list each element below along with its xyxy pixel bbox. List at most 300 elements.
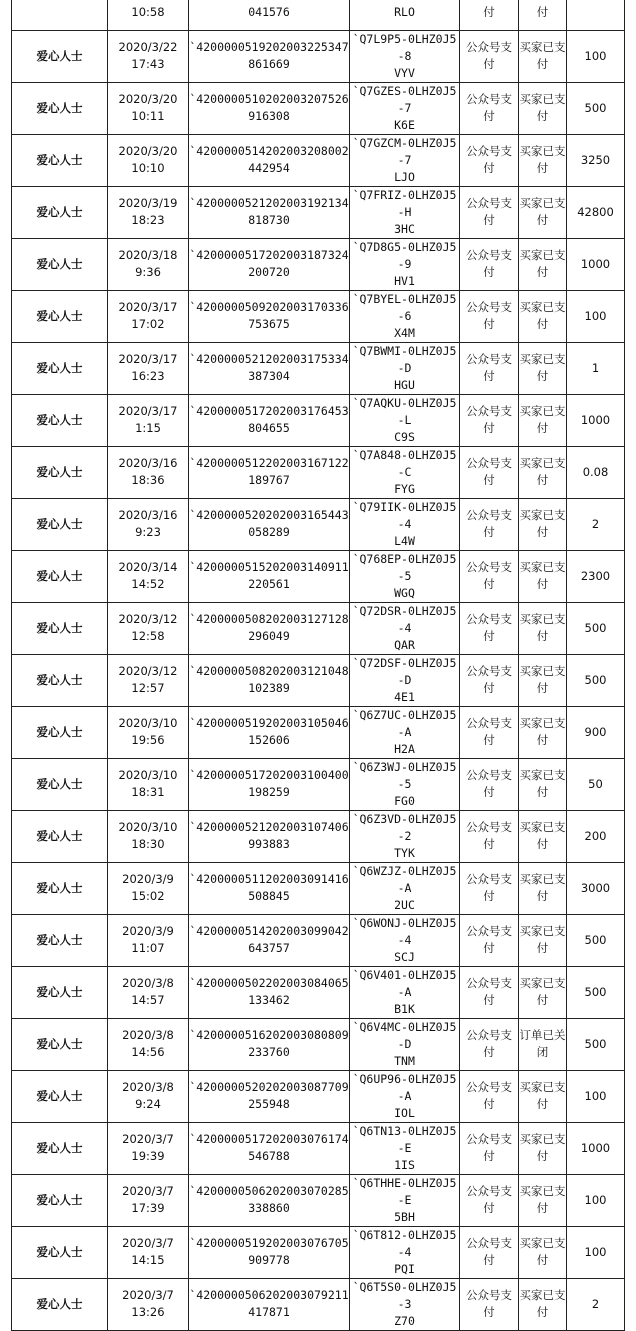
transaction-number: 417871 <box>248 1305 290 1320</box>
donation-amount: 1 <box>591 360 600 375</box>
payment-time: 12:58 <box>131 629 165 644</box>
order-status-cell <box>519 1174 567 1226</box>
payment-method-cell <box>460 186 519 238</box>
payment-method: 付 <box>483 1097 495 1112</box>
order-status: 买家已支 <box>519 508 566 523</box>
payment-method: 公众号支 <box>466 196 512 211</box>
payment-time-cell <box>108 290 189 342</box>
payment-time: 2020/3/17 <box>118 404 178 419</box>
payment-time-cell <box>108 914 189 966</box>
merchant-order-number-cell <box>350 966 460 1018</box>
order-status: 付 <box>536 889 549 904</box>
payment-method: 公众号支 <box>466 352 512 367</box>
donor-name-cell <box>12 1122 108 1174</box>
payment-time: 2020/3/10 <box>118 716 178 731</box>
transaction-number-cell <box>189 1122 350 1174</box>
merchant-order-number: QAR <box>394 637 415 652</box>
transaction-number: 152606 <box>248 733 290 748</box>
table-row <box>12 810 625 862</box>
donor-name: 爱心人士 <box>36 1088 83 1103</box>
order-status-cell <box>519 1018 567 1070</box>
merchant-order-number-cell <box>350 30 460 82</box>
order-status: 付 <box>536 941 549 956</box>
payment-time-cell <box>108 550 189 602</box>
order-status-cell <box>519 394 567 446</box>
merchant-order-number: PQI <box>394 1261 415 1276</box>
order-status-cell <box>519 706 567 758</box>
payment-method-cell <box>460 654 519 706</box>
payment-time: 2020/3/14 <box>118 560 178 575</box>
order-status: 买家已支 <box>519 768 566 783</box>
merchant-order-number: HV1 <box>394 273 415 288</box>
payment-time: 2020/3/8 <box>122 1028 174 1043</box>
payment-time-cell <box>108 1018 189 1070</box>
order-status: 闭 <box>536 1045 549 1060</box>
payment-time-cell <box>108 82 189 134</box>
merchant-order-number-cell <box>350 498 460 550</box>
donor-name-cell <box>12 186 108 238</box>
donation-amount: 2 <box>591 1296 600 1311</box>
merchant-order-number: `Q6T812-0LHZ0J5-4 <box>352 1227 457 1259</box>
merchant-order-number: H2A <box>394 741 415 756</box>
donor-name: 爱心人士 <box>36 672 83 687</box>
transaction-number: 189767 <box>248 473 290 488</box>
payment-method-cell <box>460 82 519 134</box>
payment-method: 付 <box>483 57 495 72</box>
payment-time: 2020/3/16 <box>118 456 178 471</box>
merchant-order-number: `Q7AQKU-0LHZ0J5-L <box>352 395 457 427</box>
donation-amount-cell <box>567 134 625 186</box>
payment-time: 9:36 <box>135 265 161 280</box>
payment-time: 14:15 <box>131 1253 165 1268</box>
payment-time: 2020/3/7 <box>122 1184 174 1199</box>
transaction-number-cell <box>189 1226 350 1278</box>
merchant-order-number: `Q6T5S0-0LHZ0J5-3 <box>352 1279 457 1311</box>
payment-time-cell <box>108 1122 189 1174</box>
order-status: 买家已支 <box>519 716 566 731</box>
transaction-number: 102389 <box>248 681 290 696</box>
donation-amount: 500 <box>584 620 607 635</box>
merchant-order-number: `Q72DSR-0LHZ0J5-4 <box>352 603 457 635</box>
table-row <box>12 1018 625 1070</box>
transaction-number: 220561 <box>248 577 290 592</box>
merchant-order-number-cell <box>350 134 460 186</box>
transaction-number-cell <box>189 30 350 82</box>
transaction-number: `4200000508202003127128 <box>189 612 349 627</box>
merchant-order-number: IOL <box>394 1105 415 1120</box>
payment-time: 18:31 <box>131 785 165 800</box>
merchant-order-number: SCJ <box>394 949 415 964</box>
donor-name-cell <box>12 602 108 654</box>
payment-time: 19:39 <box>131 1149 165 1164</box>
transaction-number-cell <box>189 342 350 394</box>
order-status: 买家已支 <box>519 300 566 315</box>
payment-method: 公众号支 <box>466 144 512 159</box>
merchant-order-number: C9S <box>394 429 415 444</box>
donor-name-cell <box>12 550 108 602</box>
merchant-order-number: `Q7D8G5-0LHZ0J5-9 <box>352 239 457 271</box>
merchant-order-number: `Q79IIK-0LHZ0J5-4 <box>352 499 457 531</box>
order-status-cell <box>519 602 567 654</box>
payment-time: 10:58 <box>131 5 165 20</box>
payment-method: 付 <box>483 733 495 748</box>
payment-time: 18:30 <box>131 837 165 852</box>
donation-amount: 50 <box>588 776 603 791</box>
payment-method: 公众号支 <box>466 924 512 939</box>
payment-method-cell <box>460 290 519 342</box>
donation-amount: 500 <box>584 1036 607 1051</box>
donor-name-cell <box>12 30 108 82</box>
payment-method: 公众号支 <box>466 664 512 679</box>
payment-time-cell <box>108 758 189 810</box>
order-status: 付 <box>536 369 549 384</box>
payment-time-cell <box>108 134 189 186</box>
merchant-order-number-cell <box>350 1174 460 1226</box>
donation-amount-cell <box>567 914 625 966</box>
transaction-number-cell <box>189 1070 350 1122</box>
payment-time: 10:11 <box>131 109 165 124</box>
transaction-number: `4200000509202003170336 <box>189 300 349 315</box>
donor-name: 爱心人士 <box>36 516 83 531</box>
payment-time-cell <box>108 810 189 862</box>
donation-amount: 500 <box>584 672 607 687</box>
donation-amount-cell <box>567 342 625 394</box>
donor-name: 爱心人士 <box>36 724 83 739</box>
payment-method: 付 <box>483 681 495 696</box>
merchant-order-number: `Q7GZES-0LHZ0J5-7 <box>352 83 457 115</box>
merchant-order-number: LJO <box>394 169 415 184</box>
order-status: 买家已支 <box>519 248 566 263</box>
transaction-number-cell <box>189 758 350 810</box>
transaction-number: `4200000508202003121048 <box>189 664 349 679</box>
payment-method: 付 <box>483 525 495 540</box>
merchant-order-number: `Q6Z7UC-0LHZ0J5-A <box>352 707 457 739</box>
payment-method-cell <box>460 862 519 914</box>
payment-method: 付 <box>483 421 495 436</box>
merchant-order-number-cell <box>350 1018 460 1070</box>
payment-method-cell <box>460 394 519 446</box>
donation-amount: 1000 <box>580 1140 611 1155</box>
order-status-cell <box>519 30 567 82</box>
table-row <box>12 654 625 706</box>
payment-method: 付 <box>483 109 495 124</box>
order-status: 买家已支 <box>519 1236 566 1251</box>
donation-amount-cell <box>567 0 625 30</box>
order-status: 付 <box>536 317 549 332</box>
donation-amount-cell <box>567 290 625 342</box>
payment-method: 付 <box>483 889 495 904</box>
payment-method-cell <box>460 238 519 290</box>
merchant-order-number-cell <box>350 446 460 498</box>
payment-method: 公众号支 <box>466 560 512 575</box>
order-status: 买家已支 <box>519 1288 566 1303</box>
order-status: 买家已支 <box>519 560 566 575</box>
merchant-order-number-cell <box>350 290 460 342</box>
donor-name: 爱心人士 <box>36 620 83 635</box>
donation-amount: 500 <box>584 100 607 115</box>
transaction-number: `4200000510202003207526 <box>189 92 349 107</box>
merchant-order-number: K6E <box>394 117 415 132</box>
donation-amount: 2300 <box>580 568 611 583</box>
table-row <box>12 30 625 82</box>
payment-method: 公众号支 <box>466 1132 512 1147</box>
order-status-cell <box>519 342 567 394</box>
donor-name-cell <box>12 0 108 30</box>
merchant-order-number: `Q768EP-0LHZ0J5-5 <box>352 551 457 583</box>
table-row <box>12 186 625 238</box>
donor-name-cell <box>12 1278 108 1330</box>
merchant-order-number: B1K <box>394 1001 415 1016</box>
order-status: 付 <box>536 1305 549 1320</box>
payment-method: 付 <box>483 5 495 20</box>
merchant-order-number-cell <box>350 550 460 602</box>
merchant-order-number: `Q6THHE-0LHZ0J5-E <box>352 1175 457 1207</box>
merchant-order-number-cell <box>350 706 460 758</box>
merchant-order-number-cell <box>350 602 460 654</box>
merchant-order-number: Z70 <box>394 1313 415 1328</box>
order-status: 付 <box>536 1201 549 1216</box>
payment-time: 15:02 <box>131 889 165 904</box>
merchant-order-number: `Q7L9P5-0LHZ0J5-8 <box>352 31 457 63</box>
transaction-number-cell <box>189 810 350 862</box>
transaction-number-cell <box>189 914 350 966</box>
donation-amount-cell <box>567 1174 625 1226</box>
donation-amount-cell <box>567 82 625 134</box>
merchant-order-number: `Q6V4MC-0LHZ0J5-D <box>352 1019 457 1051</box>
transaction-number: `4200000519202003105046 <box>189 716 349 731</box>
donor-name: 爱心人士 <box>36 360 83 375</box>
payment-time-cell <box>108 0 189 30</box>
payment-time-cell <box>108 966 189 1018</box>
transaction-number: 643757 <box>248 941 290 956</box>
transaction-number-cell <box>189 238 350 290</box>
donation-amount-cell <box>567 1070 625 1122</box>
payment-method: 公众号支 <box>466 300 512 315</box>
table-row <box>12 550 625 602</box>
donor-name: 爱心人士 <box>36 412 83 427</box>
payment-time: 18:36 <box>131 473 165 488</box>
donation-amount: 200 <box>584 828 607 843</box>
payment-method: 付 <box>483 473 495 488</box>
transaction-number: `4200000519202003076705 <box>189 1236 349 1251</box>
transaction-number: `4200000519202003225347 <box>189 40 349 55</box>
merchant-order-number-cell <box>350 82 460 134</box>
donor-name-cell <box>12 82 108 134</box>
payment-time: 2020/3/20 <box>118 144 178 159</box>
order-status: 付 <box>536 525 549 540</box>
donor-name-cell <box>12 342 108 394</box>
transaction-number: `4200000517202003176453 <box>189 404 349 419</box>
donation-amount: 2 <box>591 516 600 531</box>
table-row <box>12 394 625 446</box>
table-row <box>12 706 625 758</box>
payment-method-cell <box>460 914 519 966</box>
payment-time: 14:52 <box>131 577 165 592</box>
transaction-number: `4200000516202003080809 <box>189 1028 349 1043</box>
merchant-order-number-cell <box>350 1278 460 1330</box>
donation-amount: 100 <box>584 1088 607 1103</box>
order-status: 买家已支 <box>519 820 566 835</box>
table-row <box>12 914 625 966</box>
payment-time: 18:23 <box>131 213 165 228</box>
payment-time: 13:26 <box>131 1305 165 1320</box>
payment-time: 1:15 <box>135 421 161 436</box>
payment-method: 公众号支 <box>466 248 512 263</box>
payment-method: 付 <box>483 317 495 332</box>
order-status: 付 <box>536 993 549 1008</box>
merchant-order-number-cell <box>350 186 460 238</box>
table-row <box>12 446 625 498</box>
donation-amount: 3250 <box>580 152 611 167</box>
payment-method-cell <box>460 134 519 186</box>
order-status-cell <box>519 446 567 498</box>
transaction-number: 804655 <box>248 421 290 436</box>
payment-time: 2020/3/8 <box>122 976 174 991</box>
donation-amount-cell <box>567 1122 625 1174</box>
order-status-cell <box>519 186 567 238</box>
donor-name-cell <box>12 706 108 758</box>
table-row <box>12 498 625 550</box>
transaction-number-cell <box>189 862 350 914</box>
payment-method: 付 <box>483 1149 495 1164</box>
donor-name-cell <box>12 1018 108 1070</box>
transaction-number-cell <box>189 1018 350 1070</box>
payment-method-cell <box>460 550 519 602</box>
transaction-number-cell <box>189 706 350 758</box>
merchant-order-number: FYG <box>394 481 415 496</box>
payment-method: 公众号支 <box>466 1288 512 1303</box>
order-status-cell <box>519 914 567 966</box>
payment-time: 2020/3/17 <box>118 300 178 315</box>
order-status: 买家已支 <box>519 1080 566 1095</box>
donor-name: 爱心人士 <box>36 984 83 999</box>
payment-time: 2020/3/9 <box>122 924 174 939</box>
payment-method-cell <box>460 706 519 758</box>
merchant-order-number-cell <box>350 758 460 810</box>
transaction-number: 916308 <box>248 109 290 124</box>
transaction-number: `4200000506202003079211 <box>189 1288 349 1303</box>
payment-time-cell <box>108 862 189 914</box>
order-status: 买家已支 <box>519 924 566 939</box>
donation-amount-cell <box>567 966 625 1018</box>
payment-time-cell <box>108 30 189 82</box>
donor-name-cell <box>12 1070 108 1122</box>
donation-amount-cell <box>567 238 625 290</box>
transaction-number-cell <box>189 550 350 602</box>
merchant-order-number: `Q7GZCM-0LHZ0J5-7 <box>352 135 457 167</box>
merchant-order-number: 5BH <box>394 1209 415 1224</box>
transaction-number: 058289 <box>248 525 290 540</box>
transaction-number: `4200000514202003099042 <box>189 924 349 939</box>
payment-time: 2020/3/7 <box>122 1288 174 1303</box>
transaction-number-cell <box>189 134 350 186</box>
donation-amount: 100 <box>584 48 607 63</box>
merchant-order-number: `Q6Z3VD-0LHZ0J5-2 <box>352 811 457 843</box>
payment-method: 付 <box>483 1253 495 1268</box>
donation-amount-cell <box>567 602 625 654</box>
order-status: 订单已关 <box>519 1028 566 1043</box>
merchant-order-number: `Q6Z3WJ-0LHZ0J5-5 <box>352 759 457 791</box>
donor-name-cell <box>12 758 108 810</box>
payment-method: 公众号支 <box>466 820 512 835</box>
payment-method: 公众号支 <box>466 92 512 107</box>
payment-time: 2020/3/9 <box>122 872 174 887</box>
order-status-cell <box>519 966 567 1018</box>
table-row <box>12 862 625 914</box>
donation-amount: 500 <box>584 984 607 999</box>
payment-method-cell <box>460 498 519 550</box>
transaction-number: `4200000506202003070285 <box>189 1184 349 1199</box>
payment-method: 公众号支 <box>466 508 512 523</box>
order-status-cell <box>519 654 567 706</box>
merchant-order-number-cell <box>350 862 460 914</box>
table-row <box>12 342 625 394</box>
table-row <box>12 0 625 30</box>
order-status: 付 <box>536 1149 549 1164</box>
transaction-number: 133462 <box>248 993 290 1008</box>
donor-name: 爱心人士 <box>36 1296 83 1311</box>
transaction-number-cell <box>189 0 350 30</box>
donor-name-cell <box>12 290 108 342</box>
order-status: 付 <box>536 473 549 488</box>
merchant-order-number: RLO <box>394 5 415 20</box>
donor-name-cell <box>12 1226 108 1278</box>
merchant-order-number-cell <box>350 238 460 290</box>
order-status: 付 <box>536 213 549 228</box>
donor-name: 爱心人士 <box>36 1192 83 1207</box>
transaction-number-cell <box>189 446 350 498</box>
table-row <box>12 602 625 654</box>
transaction-number: 909778 <box>248 1253 290 1268</box>
payment-method-cell <box>460 966 519 1018</box>
payment-time-cell <box>108 394 189 446</box>
donation-records-table <box>11 0 625 1331</box>
payment-method-cell <box>460 1226 519 1278</box>
payment-method: 付 <box>483 629 495 644</box>
transaction-number-cell <box>189 1174 350 1226</box>
transaction-number: 818730 <box>248 213 290 228</box>
transaction-number-cell <box>189 394 350 446</box>
payment-method: 付 <box>483 213 495 228</box>
merchant-order-number: X4M <box>394 325 415 340</box>
payment-method-cell <box>460 1018 519 1070</box>
donor-name: 爱心人士 <box>36 204 83 219</box>
merchant-order-number: 3HC <box>394 221 415 236</box>
transaction-number-cell <box>189 82 350 134</box>
donation-amount: 100 <box>584 1192 607 1207</box>
merchant-order-number-cell <box>350 654 460 706</box>
merchant-order-number: `Q6WONJ-0LHZ0J5-4 <box>352 915 457 947</box>
donation-amount: 100 <box>584 1244 607 1259</box>
donation-amount: 0.08 <box>582 464 609 479</box>
payment-time: 17:39 <box>131 1201 165 1216</box>
transaction-number: `4200000511202003091416 <box>189 872 349 887</box>
payment-method-cell <box>460 446 519 498</box>
payment-time-cell <box>108 1278 189 1330</box>
payment-method-cell <box>460 1070 519 1122</box>
transaction-number-cell <box>189 1278 350 1330</box>
donation-amount: 1000 <box>580 256 611 271</box>
payment-method: 公众号支 <box>466 1028 512 1043</box>
order-status: 付 <box>536 265 549 280</box>
transaction-number: 338860 <box>248 1201 290 1216</box>
payment-time-cell <box>108 602 189 654</box>
merchant-order-number: `Q7A848-0LHZ0J5-C <box>352 447 457 479</box>
donation-amount-cell <box>567 706 625 758</box>
transaction-number: `4200000517202003076174 <box>189 1132 349 1147</box>
donation-amount: 900 <box>584 724 607 739</box>
transaction-number: 387304 <box>248 369 290 384</box>
